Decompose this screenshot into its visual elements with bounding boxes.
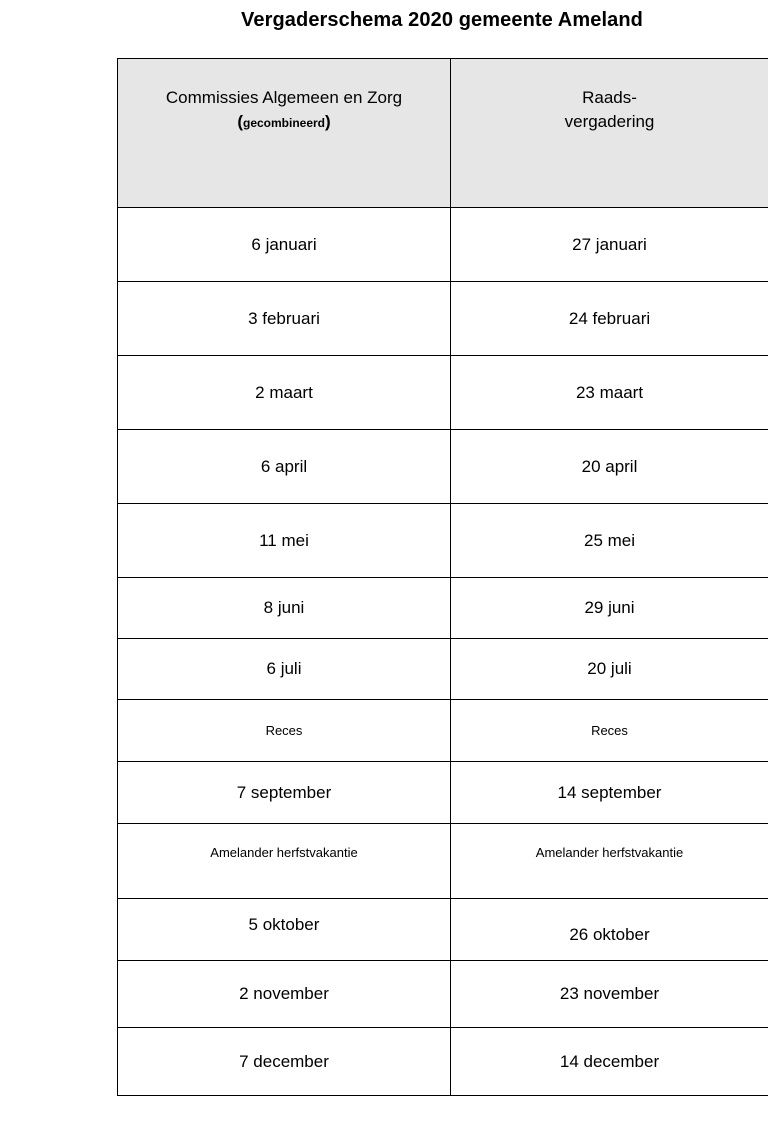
reces-label: Reces [118, 700, 451, 762]
table-row-herfstvakantie [118, 824, 768, 899]
raad-date: 23 maart [451, 356, 768, 430]
raad-date: 29 juni [451, 578, 768, 639]
commissie-date: 6 april [118, 430, 451, 504]
commissie-date: 6 juli [118, 639, 451, 700]
raad-date: 27 januari [451, 208, 768, 282]
table-row [118, 578, 768, 639]
commissie-date: 7 september [118, 762, 451, 824]
header-raads-line1: Raads- [582, 88, 637, 107]
table-row [118, 1028, 768, 1096]
header-raads-line2: vergadering [564, 112, 655, 131]
commissie-date: 7 december [118, 1028, 451, 1096]
commissie-date: 5 oktober [118, 899, 451, 961]
header-commissies [118, 59, 451, 208]
raad-date: 23 november [451, 961, 768, 1028]
commissie-date: 11 mei [118, 504, 451, 578]
table-row [118, 899, 768, 961]
table-row [118, 639, 768, 700]
table-row [118, 356, 768, 430]
herfstvakantie-label: Amelander herfstvakantie [451, 824, 768, 899]
table-row [118, 282, 768, 356]
raad-date: 24 februari [451, 282, 768, 356]
header-commissies-title: Commissies Algemeen en Zorg [165, 88, 403, 107]
commissie-date: 2 maart [118, 356, 451, 430]
raad-date: 25 mei [451, 504, 768, 578]
raad-date: 20 juli [451, 639, 768, 700]
raad-date: 14 september [451, 762, 768, 824]
raad-date: 14 december [451, 1028, 768, 1096]
commissie-date: 8 juni [118, 578, 451, 639]
header-raadsvergadering [451, 59, 768, 208]
herfstvakantie-label: Amelander herfstvakantie [118, 824, 451, 899]
table-row [118, 430, 768, 504]
meeting-schedule-table [117, 58, 768, 1096]
commissie-date: 2 november [118, 961, 451, 1028]
document-title: Vergaderschema 2020 gemeente Ameland [241, 9, 643, 31]
paren-close: ) [325, 112, 331, 131]
commissie-date: 3 februari [118, 282, 451, 356]
table-row [118, 504, 768, 578]
table-row [118, 208, 768, 282]
raad-date: 26 oktober [451, 899, 768, 961]
table-header-row [118, 59, 768, 208]
paren-open: ( [237, 112, 243, 131]
table-row [118, 961, 768, 1028]
commissie-date: 6 januari [118, 208, 451, 282]
reces-label: Reces [451, 700, 768, 762]
raad-date: 20 april [451, 430, 768, 504]
table-row [118, 762, 768, 824]
table-row-reces [118, 700, 768, 762]
header-commissies-subtitle: gecombineerd [242, 116, 326, 130]
